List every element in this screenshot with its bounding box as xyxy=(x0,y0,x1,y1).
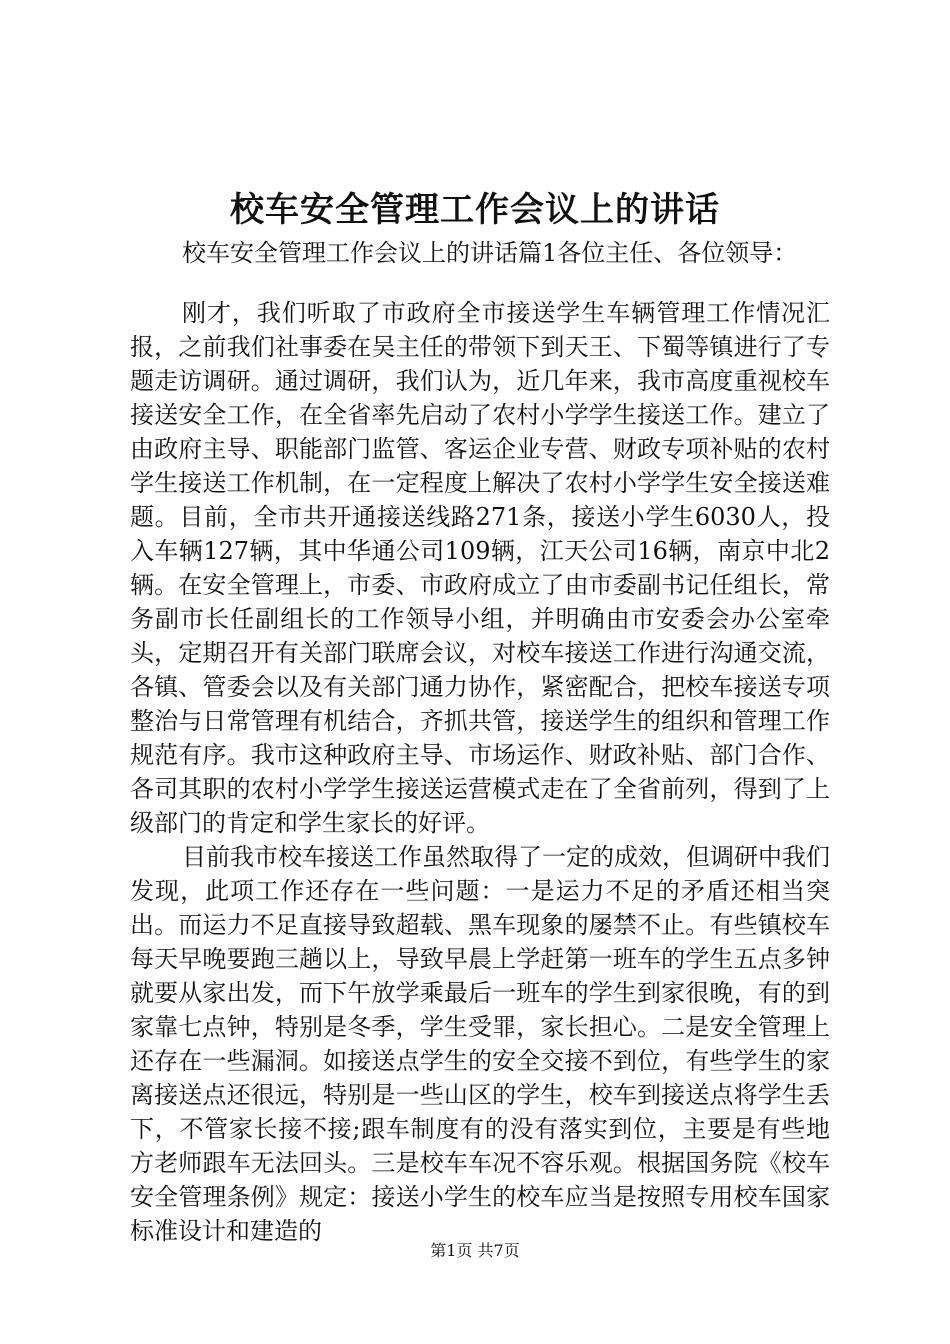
document-title: 校车安全管理工作会议上的讲话 xyxy=(230,190,720,230)
paragraph: 刚才，我们听取了市政府全市接送学生车辆管理工作情况汇报，之前我们社事委在吴主任的带领下到天王、下蜀等镇进行了专题走访调研。通过调研，我们认为，近几年来，我市高度重视校车接送安全工作，在全省率先启动了农村小学学生接送工作。建立了由政府主导、职能部门监管、客运企业专营、财政专项补贴的农村学生接送工作机制，在一定程度上解决了农村小学学生安全接送难题。目前，全市共开通接送线路271条，接送小学生6030人，投入车辆127辆，其中华通公司109辆，江天公司16辆，南京中北2辆。在安全管理上，市委、市政府成立了由市委副书记任组长，常务副市长任副组长的工作领导小组，并明确由市安委会办公室牵头，定期召开有关部门联席会议，对校车接送工作进行沟通交流，各镇、管委会以及有关部门通力协作，紧密配合，把校车接送专项整治与日常管理有机结合，齐抓共管，接送学生的组织和管理工作规范有序。我市这种政府主导、市场运作、财政补贴、部门合作、各司其职的农村小学学生接送运营模式走在了全省前列，得到了上级部门的肯定和学生家长的好评。 xyxy=(130,299,830,837)
document-body xyxy=(130,296,830,1248)
page-number-footer: 第1页 共7页 xyxy=(430,1241,520,1260)
intro-line: 校车安全管理工作会议上的讲话篇1各位主任、各位领导： xyxy=(182,239,798,267)
paragraph: 目前我市校车接送工作虽然取得了一定的成效，但调研中我们发现，此项工作还存在一些问题：一是运力不足的矛盾还相当突出。而运力不足直接导致超载、黑车现象的屡禁不止。有些镇校车每天早晚要跑三趟以上，导致早晨上学赶第一班车的学生五点多钟就要从家出发，而下午放学乘最后一班车的学生到家很晚，有的到家靠七点钟，特别是冬季，学生受罪，家长担心。二是安全管理上还存在一些漏洞。如接送点学生的安全交接不到位，有些学生的家离接送点还很远，特别是一些山区的学生，校车到接送点将学生丢下，不管家长接不接;跟车制度有的没有落实到位，主要是有些地方老师跟车无法回头。三是校车车况不容乐观。根据国务院《校车安全管理条例》规定：接送小学生的校车应当是按照专用校车国家标准设计和建造的 xyxy=(130,843,830,1245)
